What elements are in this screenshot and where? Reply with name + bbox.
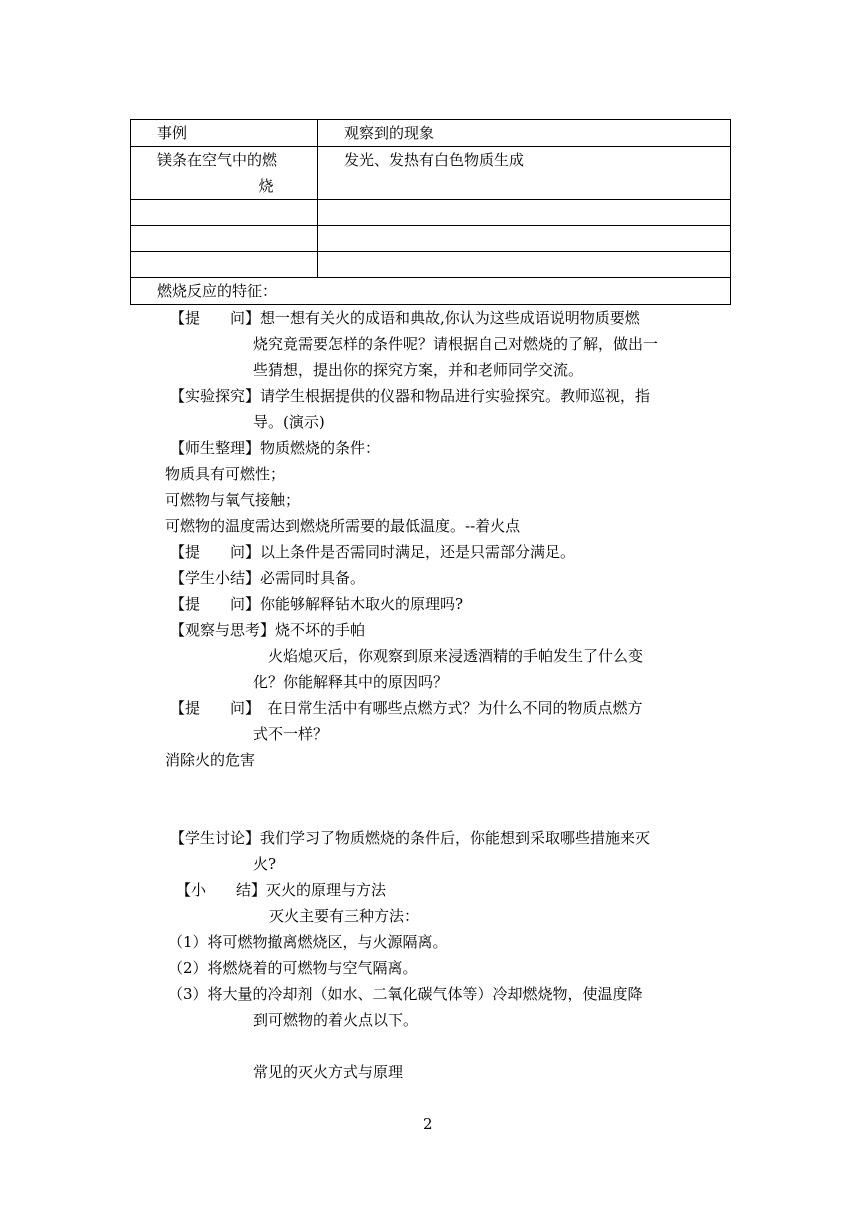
question-1-line-3: 些猜想，提出你的探究方案，并和老师同学交流。 xyxy=(253,361,584,379)
method-3-line-2: 到可燃物的着火点以下。 xyxy=(253,1011,419,1029)
experiment-line-1: 【实验探究】请学生根据提供的仪器和物品进行实验探究。教师巡视，指 xyxy=(170,387,651,405)
example-text-line1: 镁条在空气中的燃 xyxy=(157,151,278,169)
table-row-empty xyxy=(131,226,731,252)
method-3-line-1: （3）将大量的冷却剂（如水、二氧化碳气体等）冷却燃烧物，使温度降 xyxy=(168,985,643,1003)
header-phenomenon: 观察到的现象 xyxy=(318,120,731,147)
experiment-line-2: 导。(演示) xyxy=(253,413,325,431)
observation-table xyxy=(130,119,731,305)
table-footer-row xyxy=(131,278,731,305)
condition-3: 可燃物的温度需达到燃烧所需要的最低温度。--着火点 xyxy=(165,517,521,535)
question-1-line-2: 烧究竟需要怎样的条件呢？请根据自己对燃烧的了解，做出一 xyxy=(253,335,659,353)
discussion-line-1: 【学生讨论】我们学习了物质燃烧的条件后，你能想到采取哪些措施来灭 xyxy=(170,829,651,847)
observe-think-line-2: 火焰熄灭后，你观察到原来浸透酒精的手帕发生了什么变 xyxy=(268,647,644,665)
table-row xyxy=(131,147,731,200)
question-3: 【提 问】你能够解释钻木取火的原理吗? xyxy=(170,595,464,613)
condition-1: 物质具有可燃性； xyxy=(165,465,286,483)
question-4-line-1: 【提 问】 在日常生活中有哪些点燃方式？为什么不同的物质点燃方 xyxy=(170,699,643,717)
student-summary: 【学生小结】必需同时具备。 xyxy=(170,569,366,587)
summary-2-line-2: 灭火主要有三种方法： xyxy=(269,907,420,925)
combustion-feature-cell: 燃烧反应的特征： xyxy=(131,278,731,305)
method-2: （2）将燃烧着的可燃物与空气隔离。 xyxy=(168,959,418,977)
method-1: （1）将可燃物撤离燃烧区，与火源隔离。 xyxy=(168,933,448,951)
page-number: 2 xyxy=(423,1115,433,1133)
section-heading: 消除火的危害 xyxy=(165,751,256,769)
condition-2: 可燃物与氧气接触； xyxy=(165,491,301,509)
question-4-line-2: 式不一样？ xyxy=(253,725,329,743)
summary-heading: 【师生整理】物质燃烧的条件： xyxy=(170,439,381,457)
table-header-row xyxy=(131,120,731,147)
summary-2-heading: 【小 结】灭火的原理与方法 xyxy=(176,881,387,899)
example-text-line2: 烧 xyxy=(258,177,274,195)
table-row-empty xyxy=(131,252,731,278)
example-cell xyxy=(131,147,318,200)
question-2: 【提 问】以上条件是否需同时满足，还是只需部分满足。 xyxy=(170,543,576,561)
common-methods-heading: 常见的灭火方式与原理 xyxy=(253,1063,404,1081)
discussion-line-2: 火? xyxy=(253,855,277,873)
question-1-line-1: 【提 问】想一想有关火的成语和典故,你认为这些成语说明物质要燃 xyxy=(170,309,640,327)
observe-think-heading: 【观察与思考】烧不坏的手帕 xyxy=(170,621,366,639)
observe-think-line-3: 化？你能解释其中的原因吗？ xyxy=(253,673,449,691)
header-example: 事例 xyxy=(131,120,318,147)
phenomenon-cell: 发光、发热有白色物质生成 xyxy=(318,147,731,200)
table-row-empty xyxy=(131,200,731,226)
